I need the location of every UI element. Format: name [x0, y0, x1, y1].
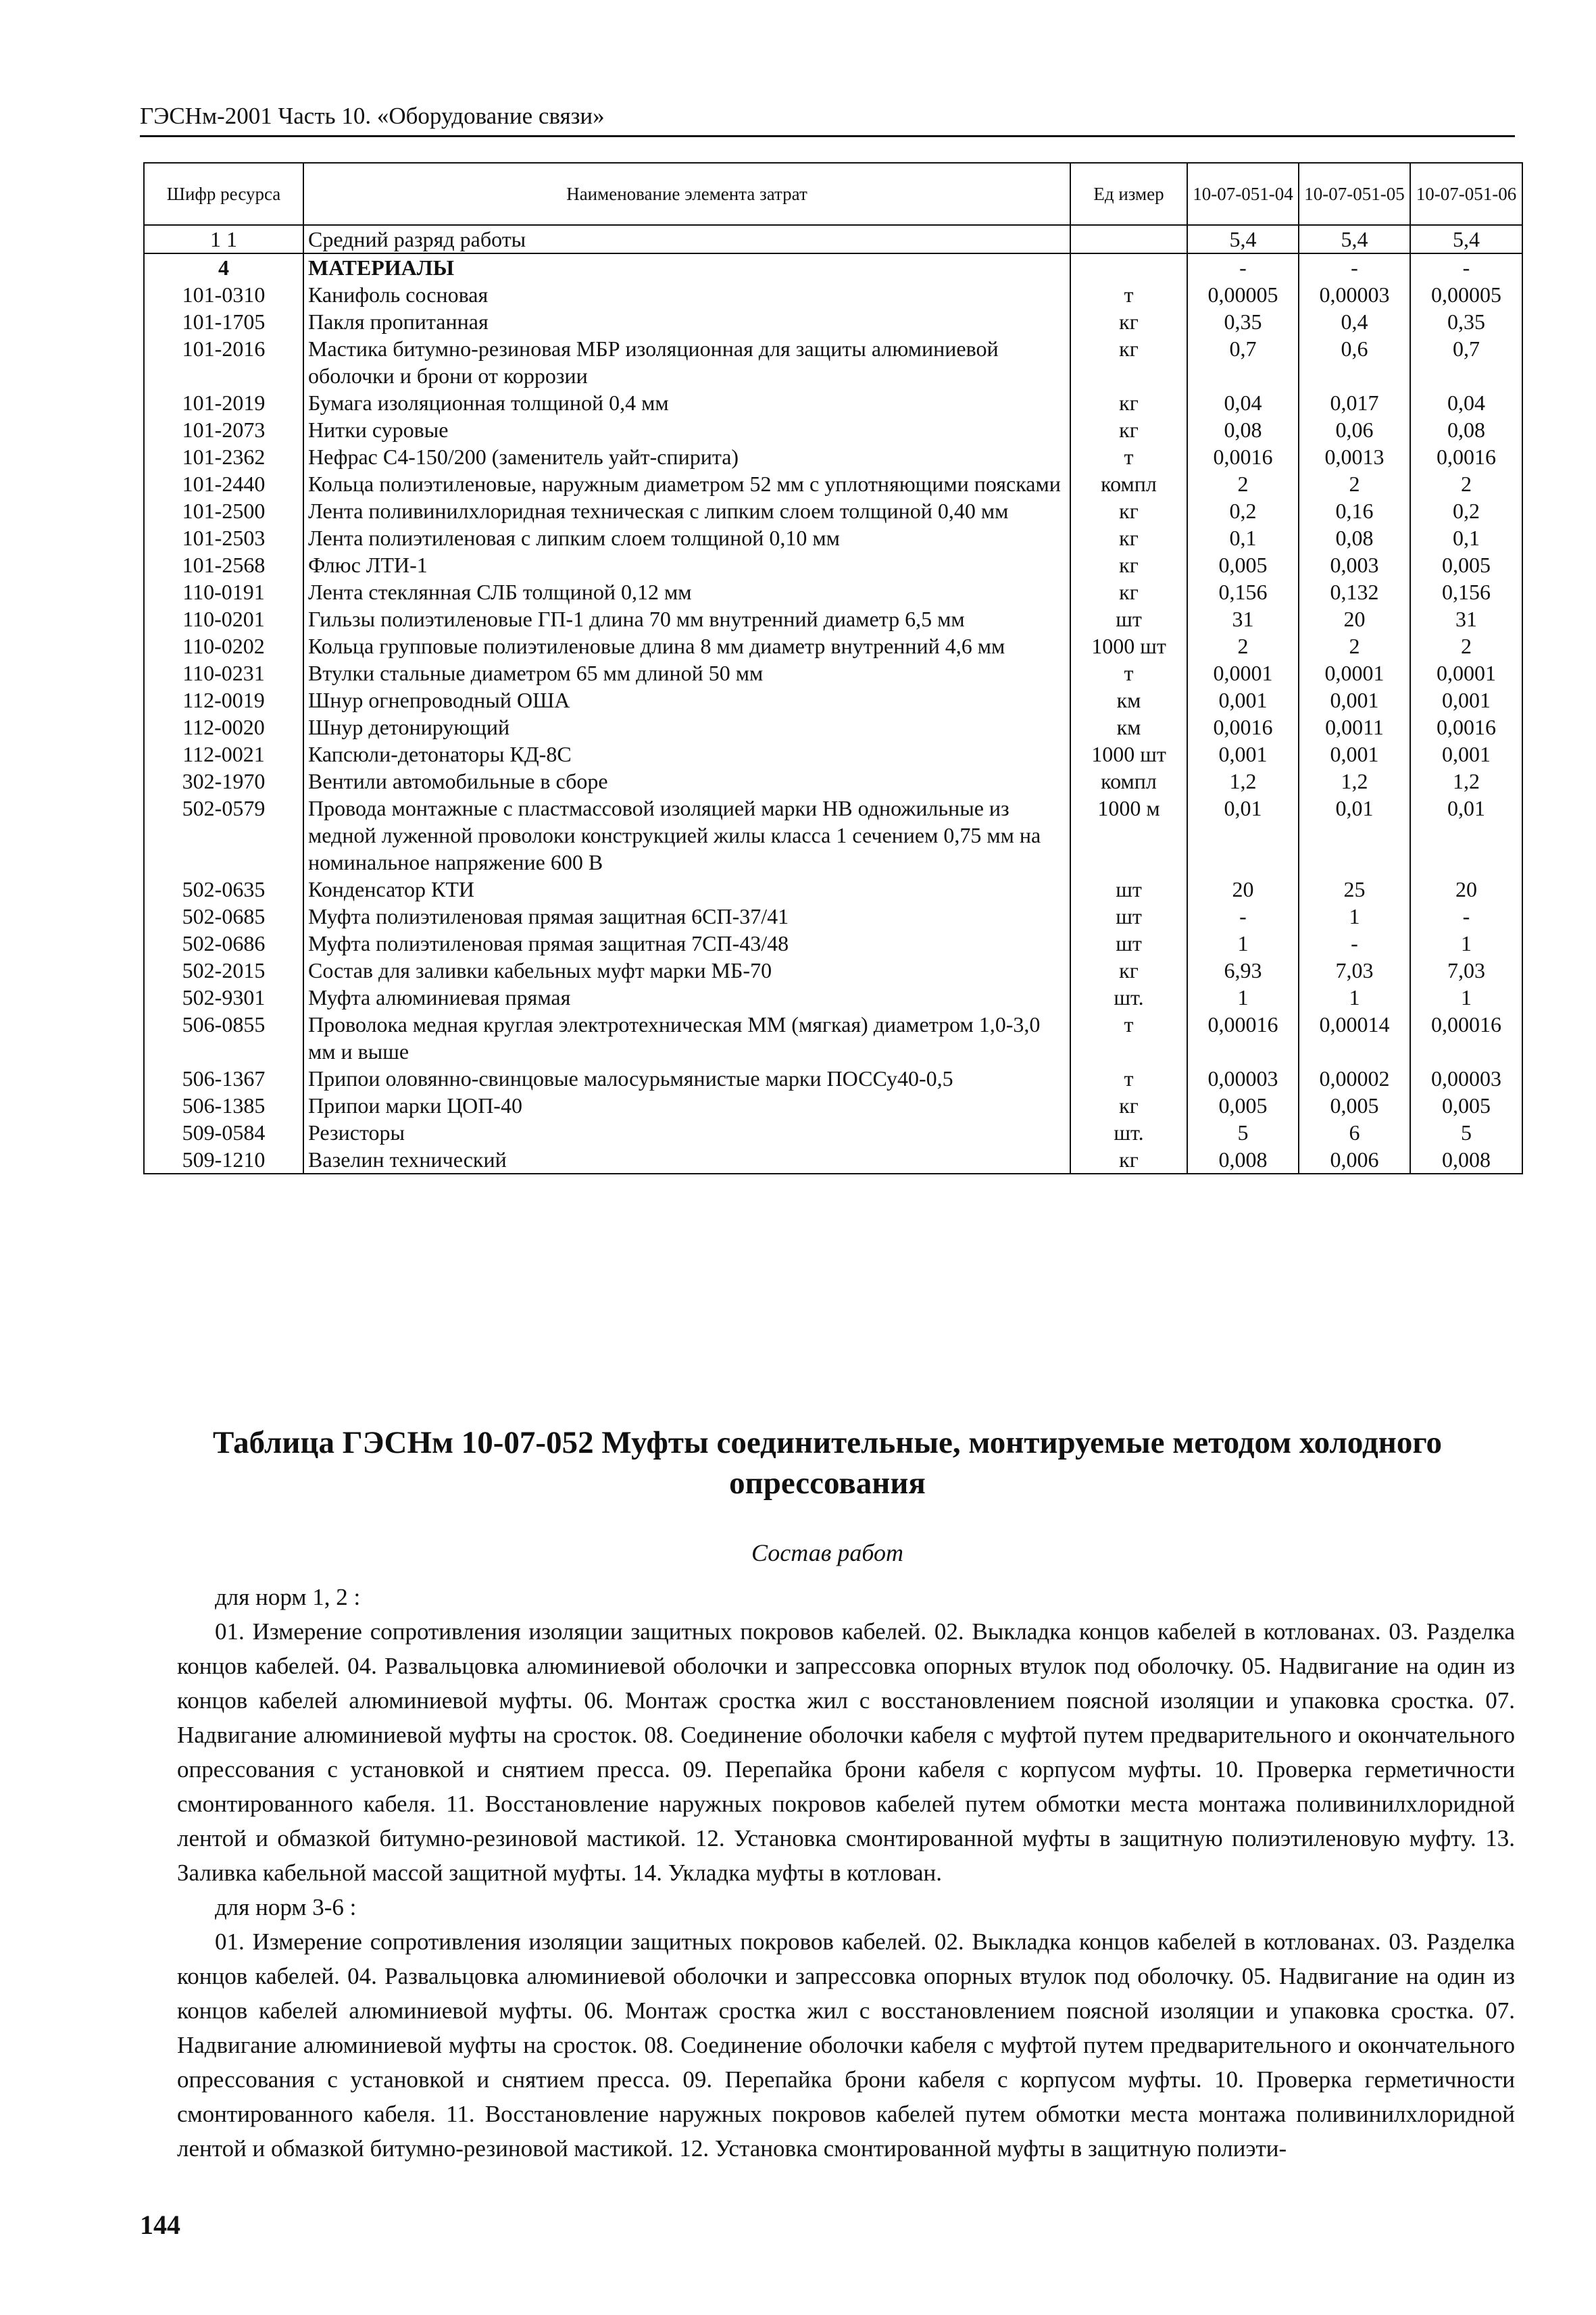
cell-value-2: 0,6 [1299, 335, 1410, 389]
cell-value-1: 0,1 [1187, 524, 1299, 551]
cell-unit: кг [1070, 416, 1187, 443]
cell-name: Лента полиэтиленовая с липким слоем толщиной 0,10 мм [303, 524, 1070, 551]
cell-code: 4 [144, 253, 303, 281]
cell-unit: шт. [1070, 984, 1187, 1011]
cell-name: Средний разряд работы [303, 225, 1070, 253]
cell-unit: кг [1070, 957, 1187, 984]
cell-value-2: 0,017 [1299, 389, 1410, 416]
cell-value-3: 0,005 [1410, 1092, 1522, 1119]
cell-code: 101-1705 [144, 308, 303, 335]
cell-name: Бумага изоляционная толщиной 0,4 мм [303, 389, 1070, 416]
section-title: Таблица ГЭСНм 10-07-052 Муфты соединительные, монтируемые методом холодного опрессования [212, 1425, 1443, 1501]
norm-label: для норм 3-6 : [215, 1894, 357, 1920]
cell-name: Кольца полиэтиленовые, наружным диаметром 52 мм с уплотняющими поясками [303, 470, 1070, 497]
cell-name: Припои оловянно-свинцовые малосурьмянистые марки ПОССу40-0,5 [303, 1065, 1070, 1092]
cell-value-3: - [1410, 253, 1522, 281]
cell-name: Нитки суровые [303, 416, 1070, 443]
cell-value-1: 0,00016 [1187, 1011, 1299, 1065]
cell-value-2: 2 [1299, 632, 1410, 659]
cell-value-1: 0,04 [1187, 389, 1299, 416]
cell-value-3: 0,00003 [1410, 1065, 1522, 1092]
cell-value-3: 0,01 [1410, 795, 1522, 876]
cell-value-3: 7,03 [1410, 957, 1522, 984]
cell-value-3: 0,08 [1410, 416, 1522, 443]
header-col3: 10-07-051-06 [1410, 163, 1522, 225]
cell-value-1: 0,0016 [1187, 714, 1299, 741]
cell-value-2: 2 [1299, 470, 1410, 497]
cell-name: Кольца групповые полиэтиленовые длина 8 мм диаметр внутренний 4,6 мм [303, 632, 1070, 659]
cell-unit: шт [1070, 876, 1187, 903]
cell-unit: шт [1070, 930, 1187, 957]
table-row [144, 1146, 1522, 1174]
norm-label: для норм 1, 2 : [215, 1584, 361, 1610]
table-row [144, 225, 1522, 253]
table-row [144, 659, 1522, 687]
cell-value-1: 1,2 [1187, 768, 1299, 795]
cell-value-1: 1 [1187, 984, 1299, 1011]
cell-value-2: 0,0001 [1299, 659, 1410, 687]
header-col2: 10-07-051-05 [1299, 163, 1410, 225]
cell-value-2: 0,006 [1299, 1146, 1410, 1174]
cell-unit: т [1070, 1011, 1187, 1065]
cell-value-3: 1 [1410, 930, 1522, 957]
cell-unit: т [1070, 281, 1187, 308]
cell-value-2: 0,0011 [1299, 714, 1410, 741]
cell-name: Гильзы полиэтиленовые ГП-1 длина 70 мм внутренний диаметр 6,5 мм [303, 605, 1070, 632]
cell-unit: кг [1070, 497, 1187, 524]
cell-unit: км [1070, 687, 1187, 714]
header-col1: 10-07-051-04 [1187, 163, 1299, 225]
cell-name: Конденсатор КТИ [303, 876, 1070, 903]
cell-value-2: 25 [1299, 876, 1410, 903]
table-row [144, 605, 1522, 632]
cell-code: 110-0231 [144, 659, 303, 687]
cell-name: Вазелин технический [303, 1146, 1070, 1174]
cell-value-2: 7,03 [1299, 957, 1410, 984]
cell-code: 1 1 [144, 225, 303, 253]
header-code: Шифр ресурса [144, 163, 303, 225]
cell-code: 506-1367 [144, 1065, 303, 1092]
cell-value-2: 0,4 [1299, 308, 1410, 335]
table-row [144, 930, 1522, 957]
cell-value-1: 6,93 [1187, 957, 1299, 984]
cell-value-3: 0,001 [1410, 741, 1522, 768]
cell-value-1: 1 [1187, 930, 1299, 957]
cell-name: Состав для заливки кабельных муфт марки МБ-70 [303, 957, 1070, 984]
cell-name: Пакля пропитанная [303, 308, 1070, 335]
works-list [177, 1580, 1515, 2166]
cell-code: 502-2015 [144, 957, 303, 984]
cell-value-1: 0,005 [1187, 551, 1299, 578]
cell-code: 101-2362 [144, 443, 303, 470]
table-row [144, 984, 1522, 1011]
cell-value-3: - [1410, 903, 1522, 930]
cell-value-1: 2 [1187, 632, 1299, 659]
cell-value-3: 5,4 [1410, 225, 1522, 253]
cell-value-3: 0,7 [1410, 335, 1522, 389]
table-row [144, 253, 1522, 281]
cell-value-2: 0,005 [1299, 1092, 1410, 1119]
cell-value-1: 0,08 [1187, 416, 1299, 443]
cell-name: Резисторы [303, 1119, 1070, 1146]
cell-name: Мастика битумно-резиновая МБР изоляционная для защиты алюминиевой оболочки и брони от коррозии [303, 335, 1070, 389]
cell-code: 509-0584 [144, 1119, 303, 1146]
table-row [144, 497, 1522, 524]
cell-unit: км [1070, 714, 1187, 741]
table-row [144, 687, 1522, 714]
cell-value-3: 0,04 [1410, 389, 1522, 416]
cell-value-2: 6 [1299, 1119, 1410, 1146]
table-row [144, 795, 1522, 876]
table-row [144, 524, 1522, 551]
cell-value-2: 0,08 [1299, 524, 1410, 551]
table-row [144, 741, 1522, 768]
cell-value-1: 0,005 [1187, 1092, 1299, 1119]
table-row [144, 957, 1522, 984]
table-row [144, 1119, 1522, 1146]
table-row [144, 281, 1522, 308]
cell-name: Провода монтажные с пластмассовой изоляцией марки НВ одножильные из медной луженной проволоки конструкцией жилы класса 1 сечением 0,75 мм на номинальное напряжение 600 В [303, 795, 1070, 876]
norm-text: 01. Измерение сопротивления изоляции защитных покровов кабелей. 02. Выкладка концов кабелей в котлованах. 03. Разделка концов кабелей. 04. Развальцовка алюминиевой оболочки и запрессовка опорных втулок под оболочку. 05. Надвигание на один из концов кабелей алюминиевой муфты. 06. Монтаж сростка жил с восстановлением поясной изоляции и упаковка сростка. 07. Надвигание алюминиевой муфты на сросток. 08. Соединение оболочки кабеля с муфтой путем предварительного и окончательного опрессования с установкой и снятием пресса. 09. Перепайка брони кабеля с корпусом муфты. 10. Проверка герметичности смонтированного кабеля. 11. Восстановление наружных покровов кабелей путем обмотки места монтажа поливинилхлоридной лентой и обмазкой битумно-резиновой мастикой. 12. Установка смонтированной муфты в защитную полиэтиленовую муфту. 13. Заливка кабельной массой защитной муфты. 14. Укладка муфты в котлован. [177, 1618, 1515, 1886]
header-unit: Ед измер [1070, 163, 1187, 225]
table-row [144, 903, 1522, 930]
cell-name: Флюс ЛТИ-1 [303, 551, 1070, 578]
cell-value-1: 0,00005 [1187, 281, 1299, 308]
cell-name: Нефрас С4-150/200 (заменитель уайт-спирита) [303, 443, 1070, 470]
header-name: Наименование элемента затрат [303, 163, 1070, 225]
running-header: ГЭСНм-2001 Часть 10. «Оборудование связи» [140, 101, 1515, 137]
cell-name: Муфта алюминиевая прямая [303, 984, 1070, 1011]
cell-code: 112-0020 [144, 714, 303, 741]
cell-code: 502-0579 [144, 795, 303, 876]
cell-unit: 1000 шт [1070, 632, 1187, 659]
table-row [144, 443, 1522, 470]
cell-value-2: 0,0013 [1299, 443, 1410, 470]
cell-unit [1070, 253, 1187, 281]
cell-code: 110-0202 [144, 632, 303, 659]
cell-code: 110-0201 [144, 605, 303, 632]
cell-unit: 1000 м [1070, 795, 1187, 876]
table-row [144, 1092, 1522, 1119]
cell-unit: кг [1070, 524, 1187, 551]
cell-value-3: 5 [1410, 1119, 1522, 1146]
resource-table [143, 162, 1523, 1174]
cell-value-2: 0,00003 [1299, 281, 1410, 308]
cell-name: Припои марки ЦОП-40 [303, 1092, 1070, 1119]
table-body [144, 225, 1522, 1174]
cell-unit: компл [1070, 768, 1187, 795]
cell-value-3: 0,2 [1410, 497, 1522, 524]
cell-code: 502-0685 [144, 903, 303, 930]
table-row [144, 335, 1522, 389]
cell-name: Лента стеклянная СЛБ толщиной 0,12 мм [303, 578, 1070, 605]
table-row [144, 416, 1522, 443]
cell-unit: т [1070, 1065, 1187, 1092]
cell-unit: шт. [1070, 1119, 1187, 1146]
cell-code: 509-1210 [144, 1146, 303, 1174]
table-row [144, 876, 1522, 903]
cell-code: 101-2016 [144, 335, 303, 389]
cell-code: 112-0021 [144, 741, 303, 768]
cell-code: 302-1970 [144, 768, 303, 795]
cell-value-1: 0,156 [1187, 578, 1299, 605]
table-row [144, 470, 1522, 497]
cell-value-1: 0,01 [1187, 795, 1299, 876]
cell-value-1: 0,35 [1187, 308, 1299, 335]
works-title: Состав работ [751, 1539, 903, 1566]
cell-value-2: 0,16 [1299, 497, 1410, 524]
cell-value-3: 2 [1410, 470, 1522, 497]
cell-name: Втулки стальные диаметром 65 мм длиной 50 мм [303, 659, 1070, 687]
cell-value-3: 0,1 [1410, 524, 1522, 551]
cell-value-3: 0,00005 [1410, 281, 1522, 308]
cell-code: 101-2503 [144, 524, 303, 551]
cell-code: 502-9301 [144, 984, 303, 1011]
cell-code: 112-0019 [144, 687, 303, 714]
cell-code: 101-2500 [144, 497, 303, 524]
cell-value-2: 0,01 [1299, 795, 1410, 876]
cell-value-2: 0,00002 [1299, 1065, 1410, 1092]
table-row [144, 632, 1522, 659]
page-number: 144 [140, 2210, 180, 2240]
cell-code: 502-0635 [144, 876, 303, 903]
cell-unit: шт [1070, 903, 1187, 930]
cell-unit: кг [1070, 1092, 1187, 1119]
cell-code: 101-2568 [144, 551, 303, 578]
norm-text: 01. Измерение сопротивления изоляции защитных покровов кабелей. 02. Выкладка концов кабелей в котлованах. 03. Разделка концов кабелей. 04. Развальцовка алюминиевой оболочки и запрессовка опорных втулок под оболочку. 05. Надвигание на один из концов кабелей алюминиевой муфты. 06. Монтаж сростка жил с восстановлением поясной изоляции и упаковка сростка. 07. Надвигание алюминиевой муфты на сросток. 08. Соединение оболочки кабеля с муфтой путем предварительного и окончательного опрессования с установкой и снятием пресса. 09. Перепайка брони кабеля с корпусом муфты. 10. Проверка герметичности смонтированного кабеля. 11. Восстановление наружных покровов кабелей путем обмотки места монтажа поливинилхлоридной лентой и обмазкой битумно-резиновой мастикой. 12. Установка смонтированной муфты в защитную полиэти- [177, 1928, 1515, 2162]
cell-value-2: - [1299, 930, 1410, 957]
cell-value-1: 2 [1187, 470, 1299, 497]
cell-name: Шнур огнепроводный ОША [303, 687, 1070, 714]
table-row [144, 578, 1522, 605]
cell-value-2: - [1299, 253, 1410, 281]
cell-unit [1070, 225, 1187, 253]
cell-code: 110-0191 [144, 578, 303, 605]
cell-name: МАТЕРИАЛЫ [303, 253, 1070, 281]
cell-unit: т [1070, 659, 1187, 687]
cell-value-3: 0,0016 [1410, 714, 1522, 741]
cell-value-3: 0,0016 [1410, 443, 1522, 470]
cell-value-1: 0,2 [1187, 497, 1299, 524]
cell-value-1: 0,00003 [1187, 1065, 1299, 1092]
cell-value-1: 5 [1187, 1119, 1299, 1146]
cell-value-1: 20 [1187, 876, 1299, 903]
cell-value-3: 0,005 [1410, 551, 1522, 578]
cell-value-1: 0,0001 [1187, 659, 1299, 687]
cell-value-2: 20 [1299, 605, 1410, 632]
cell-value-2: 5,4 [1299, 225, 1410, 253]
cell-code: 506-1385 [144, 1092, 303, 1119]
cell-value-1: 5,4 [1187, 225, 1299, 253]
cell-unit: кг [1070, 551, 1187, 578]
cell-value-3: 0,001 [1410, 687, 1522, 714]
cell-value-1: 0,001 [1187, 687, 1299, 714]
table-row [144, 1065, 1522, 1092]
cell-code: 506-0855 [144, 1011, 303, 1065]
cell-code: 502-0686 [144, 930, 303, 957]
table-row [144, 308, 1522, 335]
cell-value-3: 0,008 [1410, 1146, 1522, 1174]
cell-unit: т [1070, 443, 1187, 470]
cell-value-2: 0,003 [1299, 551, 1410, 578]
cell-unit: кг [1070, 389, 1187, 416]
cell-value-3: 2 [1410, 632, 1522, 659]
cell-value-3: 1 [1410, 984, 1522, 1011]
cell-name: Лента поливинилхлоридная техническая с липким слоем толщиной 0,40 мм [303, 497, 1070, 524]
cell-name: Капсюли-детонаторы КД-8С [303, 741, 1070, 768]
cell-name: Муфта полиэтиленовая прямая защитная 6СП-37/41 [303, 903, 1070, 930]
cell-value-1: - [1187, 253, 1299, 281]
cell-code: 101-2073 [144, 416, 303, 443]
cell-value-2: 1 [1299, 903, 1410, 930]
cell-value-3: 0,0001 [1410, 659, 1522, 687]
cell-value-3: 0,35 [1410, 308, 1522, 335]
cell-value-1: 0,008 [1187, 1146, 1299, 1174]
cell-value-2: 0,00014 [1299, 1011, 1410, 1065]
cell-unit: компл [1070, 470, 1187, 497]
cell-name: Вентили автомобильные в сборе [303, 768, 1070, 795]
cell-name: Проволока медная круглая электротехническая ММ (мягкая) диаметром 1,0-3,0 мм и выше [303, 1011, 1070, 1065]
cell-value-2: 0,06 [1299, 416, 1410, 443]
cell-code: 101-2440 [144, 470, 303, 497]
cell-unit: кг [1070, 578, 1187, 605]
table-row [144, 551, 1522, 578]
cell-value-3: 0,156 [1410, 578, 1522, 605]
table-row [144, 389, 1522, 416]
cell-name: Шнур детонирующий [303, 714, 1070, 741]
cell-value-2: 0,001 [1299, 687, 1410, 714]
table-row [144, 768, 1522, 795]
cell-value-1: - [1187, 903, 1299, 930]
cell-name: Муфта полиэтиленовая прямая защитная 7СП-43/48 [303, 930, 1070, 957]
cell-code: 101-2019 [144, 389, 303, 416]
cell-unit: шт [1070, 605, 1187, 632]
cell-value-2: 1,2 [1299, 768, 1410, 795]
cell-value-1: 0,001 [1187, 741, 1299, 768]
cell-value-1: 31 [1187, 605, 1299, 632]
cell-unit: 1000 шт [1070, 741, 1187, 768]
cell-unit: кг [1070, 335, 1187, 389]
table-header-row [144, 163, 1522, 225]
cell-value-3: 31 [1410, 605, 1522, 632]
cell-value-2: 0,132 [1299, 578, 1410, 605]
cell-unit: кг [1070, 308, 1187, 335]
cell-value-3: 1,2 [1410, 768, 1522, 795]
cell-value-1: 0,7 [1187, 335, 1299, 389]
table-row [144, 714, 1522, 741]
cell-value-2: 0,001 [1299, 741, 1410, 768]
cell-name: Канифоль сосновая [303, 281, 1070, 308]
cell-value-3: 0,00016 [1410, 1011, 1522, 1065]
cell-value-2: 1 [1299, 984, 1410, 1011]
cell-value-1: 0,0016 [1187, 443, 1299, 470]
cell-unit: кг [1070, 1146, 1187, 1174]
cell-code: 101-0310 [144, 281, 303, 308]
cell-value-3: 20 [1410, 876, 1522, 903]
table-row [144, 1011, 1522, 1065]
